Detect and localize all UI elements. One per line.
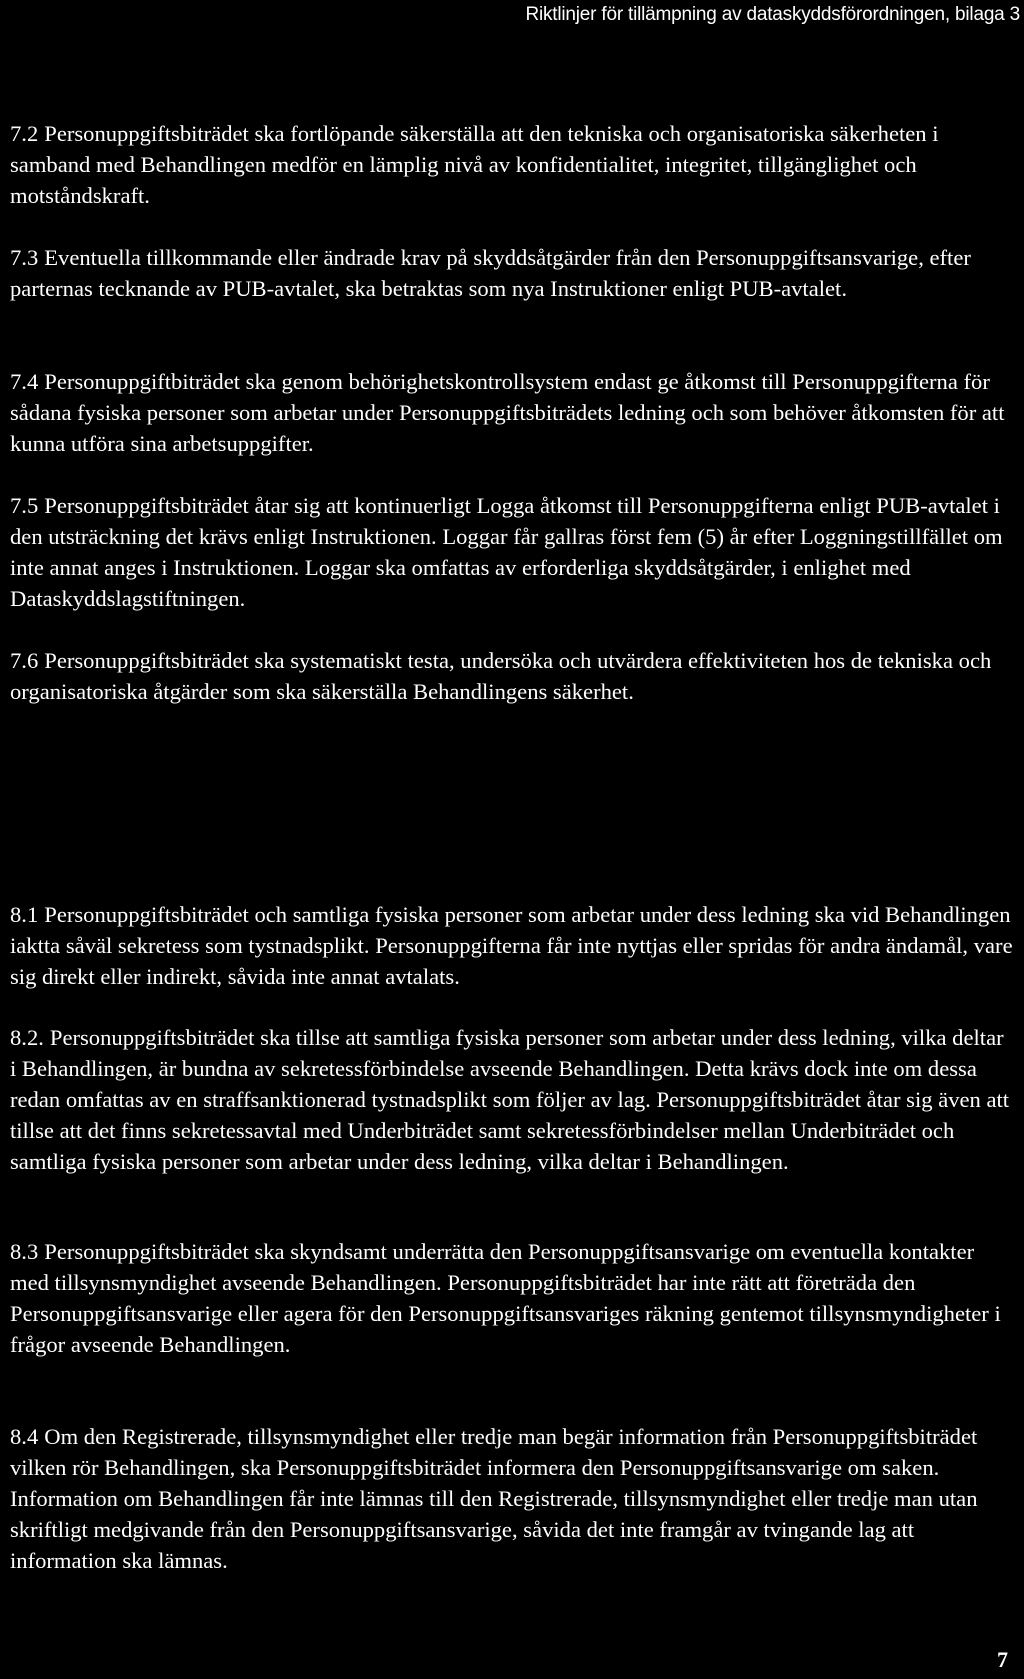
section-text: Personuppgiftsbiträdet ska systematiskt testa, undersöka och utvärdera effektiviteten hos de tekniska och organisatoriska åtgärder som ska säkerställa Behandlingens säkerhet.	[10, 648, 992, 704]
section-7-2	[10, 118, 1015, 211]
section-7-4	[10, 366, 1015, 459]
section-number: 8.4	[10, 1424, 39, 1449]
page-number: 7	[997, 1647, 1008, 1672]
section-8-4	[10, 1421, 1015, 1576]
section-number: 8.3	[10, 1239, 39, 1264]
section-7-6	[10, 645, 1015, 707]
section-7-3	[10, 242, 1015, 304]
section-number: 8.1	[10, 902, 39, 927]
section-number: 7.6	[10, 648, 39, 673]
section-number: 8.2.	[10, 1025, 44, 1050]
section-text: Personuppgiftsbiträdet åtar sig att kontinuerligt Logga åtkomst till Personuppgifterna enligt PUB-avtalet i den utsträckning det krävs enligt Instruktionen. Loggar får gallras först fem (5) år efter Loggningstillfället om inte annat anges i Instruktionen. Loggar ska omfattas av erforderliga skyddsåtgärder, i enlighet med Dataskyddslagstiftningen.	[10, 493, 1003, 611]
section-number: 7.3	[10, 245, 39, 270]
section-8-2	[10, 1022, 1015, 1177]
section-text: Personuppgiftsbiträdet ska skyndsamt underrätta den Personuppgiftsansvarige om eventuella kontakter med tillsynsmyndighet avseende Behandlingen. Personuppgiftsbiträdet har inte rätt att företräda den Personuppgiftsansvarige eller agera för den Personuppgiftsansvariges räkning gentemot tillsynsmyndigheter i frågor avseende Behandlingen.	[10, 1239, 1001, 1357]
section-text: Personuppgiftbiträdet ska genom behörighetskontrollsystem endast ge åtkomst till Personuppgifterna för sådana fysiska personer som arbetar under Personuppgiftsbiträdets ledning och som behöver åtkomsten för att kunna utföra sina arbetsuppgifter.	[10, 369, 1005, 456]
section-text: Personuppgiftsbiträdet ska tillse att samtliga fysiska personer som arbetar under dess ledning, vilka deltar i Behandlingen, är bundna av sekretessförbindelse avseende Behandlingen. Detta krävs dock inte om dessa redan omfattas av en straffsanktionerad tystnadsplikt som följer av lag. Personuppgiftsbiträdet åtar sig även att tillse att det finns sekretessavtal med Underbiträdet samt sekretessförbindelser mellan Underbiträdet och samtliga fysiska personer som arbetar under dess ledning, vilka deltar i Behandlingen.	[10, 1025, 1010, 1174]
section-text: Personuppgiftsbiträdet och samtliga fysiska personer som arbetar under dess ledning ska vid Behandlingen iaktta såväl sekretess som tystnadsplikt. Personuppgifterna får inte nyttjas eller spridas för andra ändamål, vare sig direkt eller indirekt, såvida inte annat avtalats.	[10, 902, 1013, 989]
section-8-3	[10, 1236, 1015, 1360]
section-text: Eventuella tillkommande eller ändrade krav på skyddsåtgärder från den Personuppgiftsansvarige, efter parternas tecknande av PUB-avtalet, ska betraktas som nya Instruktioner enligt PUB-avtalet.	[10, 245, 971, 301]
section-8-1	[10, 899, 1015, 992]
section-7-5	[10, 490, 1015, 614]
section-number: 7.2	[10, 121, 39, 146]
section-text: Om den Registrerade, tillsynsmyndighet eller tredje man begär information från Personuppgiftsbiträdet vilken rör Behandlingen, ska Personuppgiftsbiträdet informera den Personuppgiftsansvarige om saken. Information om Behandlingen får inte lämnas till den Registrerade, tillsynsmyndighet eller tredje man utan skriftligt medgivande från den Personuppgiftsansvarige, såvida det inte framgår av tvingande lag att information ska lämnas.	[10, 1424, 978, 1573]
section-number: 7.5	[10, 493, 39, 518]
page-header: Riktlinjer för tillämpning av dataskyddsförordningen, bilaga 3	[525, 4, 1020, 25]
section-text: Personuppgiftsbiträdet ska fortlöpande säkerställa att den tekniska och organisatoriska säkerheten i samband med Behandlingen medför en lämplig nivå av konfidentialitet, integritet, tillgänglighet och motståndskraft.	[10, 121, 939, 208]
section-number: 7.4	[10, 369, 39, 394]
